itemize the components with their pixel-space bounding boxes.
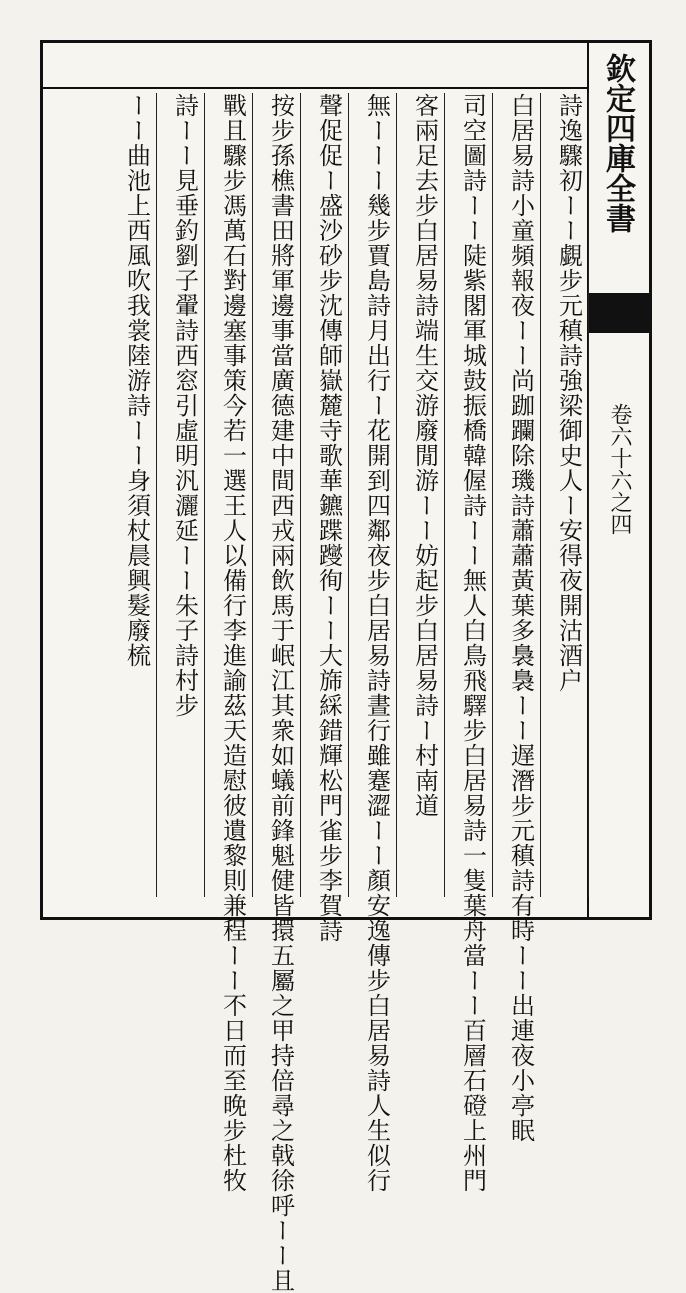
column-text: 按步孫樵書田將軍邊事當廣德建中間西戎兩飲馬于岷江其衆如蟻前鋒魁健皆擐五屬之甲持倍尋之戟徐呼ーー且 — [266, 93, 295, 1293]
text-column-1 — [549, 93, 589, 897]
text-column-4 — [405, 93, 445, 897]
column-text: 聲促促ー盛沙砂步沈傳師嶽麓寺歌華鑣蹀躞徇ーー大旆綵錯輝松門雀步李賀詩 — [314, 93, 343, 943]
text-column-10 — [117, 93, 157, 897]
top-rule — [43, 87, 589, 89]
column-text: 客兩足去步白居易詩端生交游廢閒游ーー妨起步白居易詩ー村南道 — [410, 93, 439, 818]
text-column-6 — [309, 93, 349, 943]
column-text: 詩ーー見垂釣劉子翬詩西窓引虛明汎灑延ーー朱子詩村步 — [170, 93, 199, 718]
text-column-3 — [453, 93, 493, 1193]
volume-label: 卷六十六之四 — [607, 403, 632, 535]
column-text: ーー曲池上西風吹我裳陸游詩ーー身須杖晨興髮廢梳 — [122, 93, 151, 668]
book-page — [40, 40, 652, 1293]
text-column-9 — [165, 93, 205, 897]
text-column-5 — [357, 93, 397, 1193]
column-text: 司空圖詩ーー陡紫閣軍城鼓振橋韓偓詩ーー無人白鳥飛驛步白居易詩一隻葉舟當ーー百層石磴上州門 — [458, 93, 487, 1193]
header-column — [587, 43, 649, 917]
column-text: 戰且驟步馮萬石對邊塞事策今若一選王人以備行李進諭茲天造慰彼遺黎則兼程ーー不日而至晚步杜牧 — [218, 93, 247, 1193]
column-text: 無ーーー幾步賈島詩月出行ー花開到四鄰夜步白居易詩晝行雖蹇澀ーー顏安逸傳步白居易詩人生似行 — [362, 93, 391, 1193]
text-column-7 — [261, 93, 301, 1293]
text-column-2 — [501, 93, 541, 1143]
text-column-8 — [213, 93, 253, 1193]
column-text: 詩逸驟初ーー覷步元稹詩強梁御史人ー安得夜開沽酒户 — [554, 93, 583, 693]
column-text: 白居易詩小童頻報夜ーー尚跏躝除璣詩蕭蕭黃葉多裊裊ーー遅潛步元稹詩有時ーー出連夜小亭眠 — [506, 93, 535, 1143]
black-fish-tail-mark — [589, 293, 649, 333]
book-title: 欽定四庫全書 — [600, 53, 635, 233]
